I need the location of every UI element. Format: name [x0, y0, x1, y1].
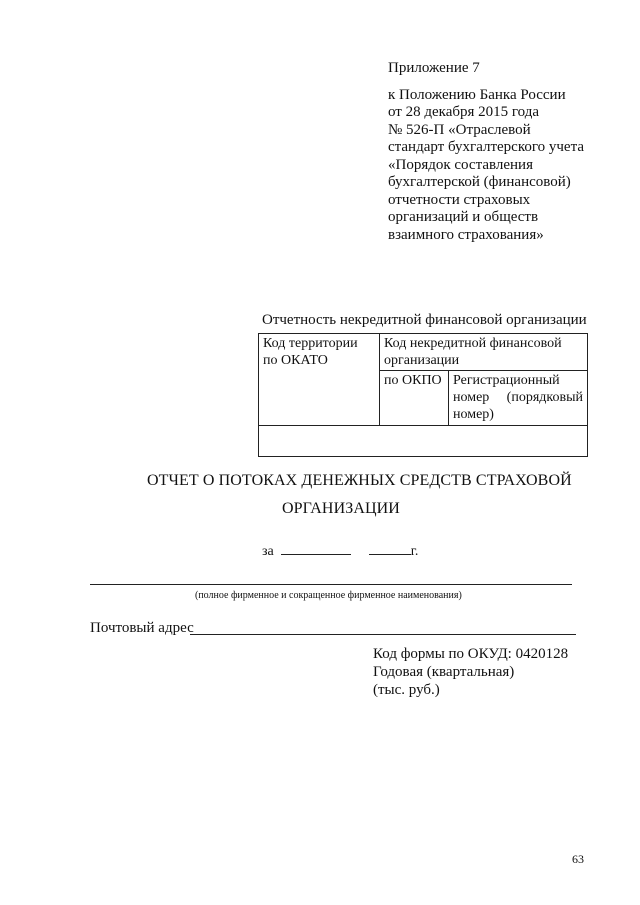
okato-header-cell [259, 334, 380, 426]
org-code-header-cell [380, 334, 588, 371]
report-period [262, 540, 418, 560]
okud-code: Код формы по ОКУД: 0420128 [373, 646, 569, 662]
okato-header: Код территории по ОКАТО [263, 336, 358, 368]
appendix-line: взаимного страхования» [388, 226, 544, 243]
appendix-line: отчетности страховых [388, 191, 531, 208]
postal-address-line [190, 634, 576, 635]
report-title-line1: ОТЧЕТ О ПОТОКАХ ДЕНЕЖНЫХ СРЕДСТВ СТРАХОВОЙ [147, 472, 572, 489]
appendix-line: «Порядок составления [388, 156, 533, 173]
okpo-label: по ОКПО [384, 373, 442, 388]
report-title-line2: ОРГАНИЗАЦИИ [282, 500, 400, 517]
appendix-block [388, 60, 618, 244]
registration-label: Регистрационный номер (порядковый номер) [453, 373, 583, 422]
form-info [373, 645, 568, 699]
appendix-line: стандарт бухгалтерского учета [388, 139, 584, 155]
codes-table [258, 333, 588, 457]
appendix-line: организаций и обществ [388, 209, 539, 225]
appendix-line: бухгалтерской (финансовой) [388, 174, 571, 190]
appendix-reference [388, 87, 618, 245]
appendix-line: от 28 декабря 2015 года [388, 104, 540, 120]
appendix-title: Приложение 7 [388, 60, 480, 76]
organization-name-line [90, 584, 572, 585]
report-caption: Отчетность некредитной финансовой организации [262, 312, 587, 328]
period-suffix: г. [410, 544, 419, 559]
period-blank-year [369, 540, 411, 555]
period-blank-date [281, 540, 351, 555]
period-prefix: за [262, 544, 274, 559]
codes-value-row [259, 426, 588, 457]
registration-cell [449, 371, 588, 426]
report-units: (тыс. руб.) [373, 682, 440, 698]
report-frequency: Годовая (квартальная) [373, 664, 515, 680]
appendix-line: № 526-П «Отраслевой [388, 121, 531, 138]
okpo-cell [380, 371, 449, 426]
org-code-header: Код некредитной финансовой организации [384, 336, 562, 368]
page-number: 63 [572, 852, 584, 866]
organization-name-note: (полное фирменное и сокращенное фирменное наименования) [195, 590, 462, 601]
postal-address-label: Почтовый адрес [90, 620, 194, 636]
appendix-line: к Положению Банка России [388, 86, 566, 103]
